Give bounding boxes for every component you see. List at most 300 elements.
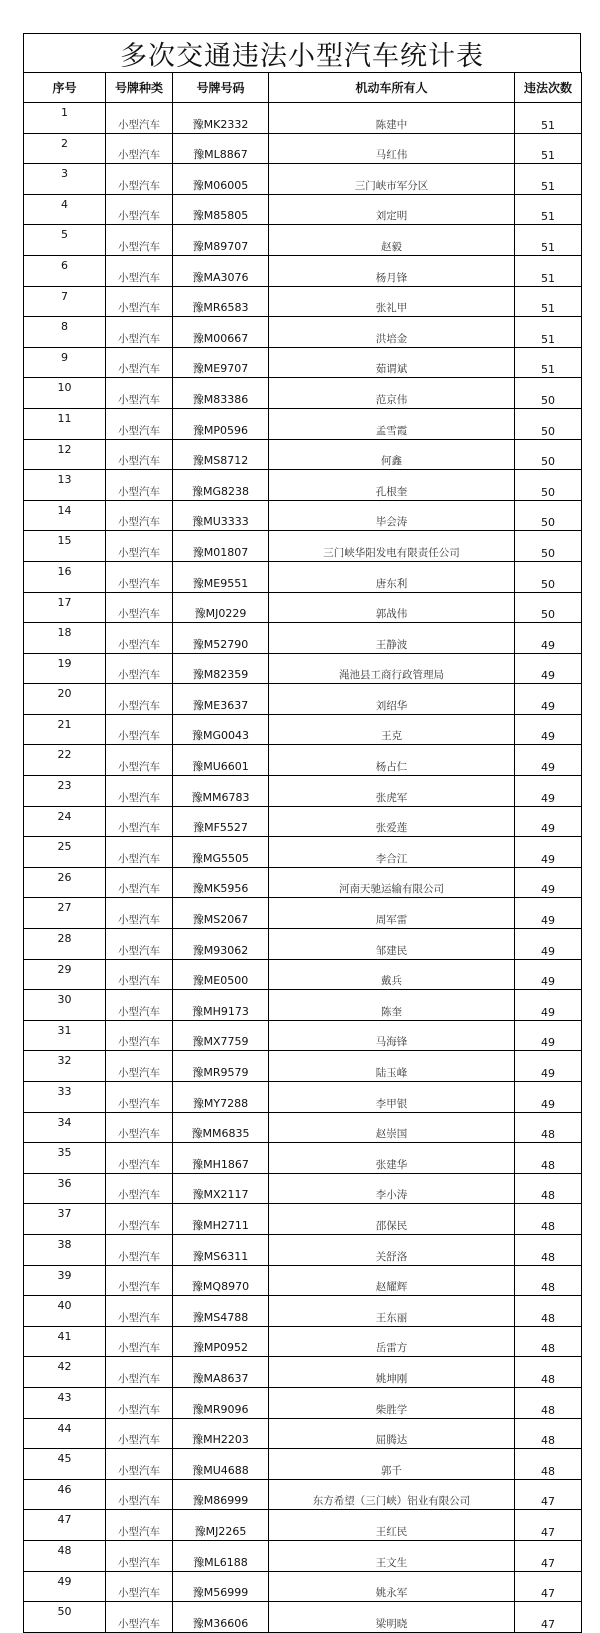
cell-violation-count: 48	[515, 1173, 582, 1204]
cell-owner: 杨月锋	[269, 255, 515, 286]
cell-violation-count: 51	[515, 164, 582, 195]
cell-owner: 梁明晓	[269, 1602, 515, 1633]
cell-violation-count: 51	[515, 194, 582, 225]
cell-seq: 9	[24, 347, 106, 378]
cell-plate-number: 豫M86999	[173, 1479, 269, 1510]
cell-violation-count: 48	[515, 1265, 582, 1296]
cell-owner: 三门峡华阳发电有限责任公司	[269, 531, 515, 562]
cell-plate-type: 小型汽车	[106, 317, 173, 348]
cell-seq: 41	[24, 1326, 106, 1357]
table-row	[24, 1357, 582, 1388]
cell-plate-number: 豫MK2332	[173, 103, 269, 134]
cell-owner: 东方希望（三门峡）铝业有限公司	[269, 1479, 515, 1510]
cell-plate-type: 小型汽车	[106, 1510, 173, 1541]
cell-violation-count: 49	[515, 806, 582, 837]
cell-violation-count: 47	[515, 1540, 582, 1571]
cell-owner: 刘绍华	[269, 684, 515, 715]
cell-plate-number: 豫MS8712	[173, 439, 269, 470]
cell-seq: 48	[24, 1540, 106, 1571]
cell-seq: 45	[24, 1449, 106, 1480]
cell-seq: 10	[24, 378, 106, 409]
cell-owner: 屈腾达	[269, 1418, 515, 1449]
cell-plate-number: 豫ML8867	[173, 133, 269, 164]
header-seq: 序号	[24, 73, 106, 103]
cell-violation-count: 51	[515, 317, 582, 348]
cell-plate-number: 豫M93062	[173, 929, 269, 960]
cell-seq: 6	[24, 255, 106, 286]
cell-violation-count: 49	[515, 1051, 582, 1082]
cell-seq: 33	[24, 1082, 106, 1113]
cell-plate-type: 小型汽车	[106, 837, 173, 868]
cell-plate-type: 小型汽车	[106, 1173, 173, 1204]
cell-seq: 8	[24, 317, 106, 348]
cell-violation-count: 49	[515, 745, 582, 776]
cell-seq: 11	[24, 408, 106, 439]
cell-plate-type: 小型汽车	[106, 1020, 173, 1051]
table-row	[24, 1449, 582, 1480]
cell-seq: 17	[24, 592, 106, 623]
table-row	[24, 439, 582, 470]
table-row	[24, 133, 582, 164]
cell-violation-count: 50	[515, 439, 582, 470]
cell-violation-count: 50	[515, 592, 582, 623]
cell-plate-type: 小型汽车	[106, 1540, 173, 1571]
table-row	[24, 1479, 582, 1510]
table-row	[24, 255, 582, 286]
cell-owner: 邵保民	[269, 1204, 515, 1235]
cell-seq: 39	[24, 1265, 106, 1296]
cell-owner: 姚坤刚	[269, 1357, 515, 1388]
cell-violation-count: 48	[515, 1234, 582, 1265]
cell-violation-count: 51	[515, 255, 582, 286]
table-row	[24, 1051, 582, 1082]
cell-seq: 44	[24, 1418, 106, 1449]
table-row	[24, 408, 582, 439]
cell-plate-number: 豫MX2117	[173, 1173, 269, 1204]
cell-plate-type: 小型汽车	[106, 1265, 173, 1296]
cell-plate-number: 豫ME9551	[173, 561, 269, 592]
cell-owner: 王红民	[269, 1510, 515, 1541]
cell-plate-number: 豫MP0596	[173, 408, 269, 439]
table-row	[24, 929, 582, 960]
cell-plate-number: 豫MS6311	[173, 1234, 269, 1265]
table-row	[24, 347, 582, 378]
cell-owner: 李合江	[269, 837, 515, 868]
table-row	[24, 837, 582, 868]
cell-seq: 40	[24, 1296, 106, 1327]
cell-plate-number: 豫MM6783	[173, 776, 269, 807]
cell-plate-type: 小型汽车	[106, 806, 173, 837]
cell-plate-type: 小型汽车	[106, 408, 173, 439]
cell-plate-type: 小型汽车	[106, 255, 173, 286]
cell-seq: 26	[24, 867, 106, 898]
cell-owner: 范京伟	[269, 378, 515, 409]
cell-seq: 29	[24, 959, 106, 990]
statistics-sheet	[23, 33, 581, 1633]
cell-violation-count: 49	[515, 1082, 582, 1113]
violation-table	[23, 72, 582, 1633]
cell-owner: 邹建民	[269, 929, 515, 960]
cell-owner: 陆玉峰	[269, 1051, 515, 1082]
cell-owner: 马海锋	[269, 1020, 515, 1051]
cell-seq: 21	[24, 714, 106, 745]
cell-plate-type: 小型汽车	[106, 1357, 173, 1388]
cell-owner: 三门峡市军分区	[269, 164, 515, 195]
cell-plate-number: 豫MR6583	[173, 286, 269, 317]
table-row	[24, 531, 582, 562]
cell-plate-number: 豫M82359	[173, 653, 269, 684]
cell-owner: 李甲银	[269, 1082, 515, 1113]
cell-plate-type: 小型汽车	[106, 561, 173, 592]
cell-plate-type: 小型汽车	[106, 1143, 173, 1174]
cell-seq: 38	[24, 1234, 106, 1265]
cell-plate-type: 小型汽车	[106, 1418, 173, 1449]
table-row	[24, 990, 582, 1021]
table-row	[24, 592, 582, 623]
cell-owner: 李小涛	[269, 1173, 515, 1204]
cell-plate-type: 小型汽车	[106, 1479, 173, 1510]
cell-plate-number: 豫MJ2265	[173, 1510, 269, 1541]
cell-plate-number: 豫ML6188	[173, 1540, 269, 1571]
cell-plate-number: 豫ME9707	[173, 347, 269, 378]
cell-violation-count: 49	[515, 653, 582, 684]
cell-plate-number: 豫ME0500	[173, 959, 269, 990]
cell-seq: 4	[24, 194, 106, 225]
cell-violation-count: 51	[515, 347, 582, 378]
table-row	[24, 1326, 582, 1357]
cell-violation-count: 50	[515, 561, 582, 592]
cell-seq: 12	[24, 439, 106, 470]
cell-plate-type: 小型汽车	[106, 1326, 173, 1357]
cell-plate-type: 小型汽车	[106, 1449, 173, 1480]
table-row	[24, 286, 582, 317]
cell-seq: 25	[24, 837, 106, 868]
table-body	[24, 103, 582, 1633]
cell-owner: 王文生	[269, 1540, 515, 1571]
table-row	[24, 1265, 582, 1296]
cell-plate-type: 小型汽车	[106, 714, 173, 745]
cell-plate-number: 豫M56999	[173, 1571, 269, 1602]
cell-plate-type: 小型汽车	[106, 898, 173, 929]
cell-owner: 孔根奎	[269, 470, 515, 501]
cell-plate-number: 豫MH1867	[173, 1143, 269, 1174]
cell-seq: 47	[24, 1510, 106, 1541]
table-row	[24, 1143, 582, 1174]
cell-plate-type: 小型汽车	[106, 347, 173, 378]
cell-plate-number: 豫MH2203	[173, 1418, 269, 1449]
table-row	[24, 684, 582, 715]
cell-owner: 张爱莲	[269, 806, 515, 837]
table-row	[24, 1082, 582, 1113]
cell-plate-type: 小型汽车	[106, 378, 173, 409]
cell-plate-number: 豫MS2067	[173, 898, 269, 929]
cell-violation-count: 50	[515, 408, 582, 439]
cell-owner: 洪培金	[269, 317, 515, 348]
table-row	[24, 103, 582, 134]
cell-owner: 张建华	[269, 1143, 515, 1174]
cell-plate-type: 小型汽车	[106, 1602, 173, 1633]
cell-seq: 20	[24, 684, 106, 715]
table-row	[24, 1540, 582, 1571]
table-row	[24, 1020, 582, 1051]
cell-plate-type: 小型汽车	[106, 1082, 173, 1113]
table-row	[24, 470, 582, 501]
cell-plate-type: 小型汽车	[106, 531, 173, 562]
cell-seq: 1	[24, 103, 106, 134]
cell-plate-number: 豫M89707	[173, 225, 269, 256]
cell-owner: 渑池县工商行政管理局	[269, 653, 515, 684]
header-plate-type: 号牌种类	[106, 73, 173, 103]
table-row	[24, 561, 582, 592]
cell-plate-number: 豫M85805	[173, 194, 269, 225]
cell-plate-number: 豫MG5505	[173, 837, 269, 868]
cell-owner: 王静波	[269, 623, 515, 654]
cell-violation-count: 48	[515, 1418, 582, 1449]
cell-plate-type: 小型汽车	[106, 929, 173, 960]
cell-owner: 郭千	[269, 1449, 515, 1480]
cell-plate-type: 小型汽车	[106, 439, 173, 470]
cell-owner: 王东丽	[269, 1296, 515, 1327]
cell-seq: 3	[24, 164, 106, 195]
cell-violation-count: 48	[515, 1449, 582, 1480]
cell-violation-count: 47	[515, 1571, 582, 1602]
cell-seq: 31	[24, 1020, 106, 1051]
cell-plate-number: 豫MU4688	[173, 1449, 269, 1480]
header-plate-number: 号牌号码	[173, 73, 269, 103]
cell-violation-count: 47	[515, 1510, 582, 1541]
cell-violation-count: 51	[515, 103, 582, 134]
cell-violation-count: 49	[515, 623, 582, 654]
table-row	[24, 1418, 582, 1449]
cell-owner: 唐东利	[269, 561, 515, 592]
cell-seq: 19	[24, 653, 106, 684]
cell-violation-count: 49	[515, 959, 582, 990]
cell-owner: 孟雪霞	[269, 408, 515, 439]
table-row	[24, 745, 582, 776]
cell-owner: 戴兵	[269, 959, 515, 990]
cell-plate-number: 豫MH9173	[173, 990, 269, 1021]
cell-plate-type: 小型汽车	[106, 470, 173, 501]
cell-plate-number: 豫M83386	[173, 378, 269, 409]
cell-seq: 42	[24, 1357, 106, 1388]
cell-plate-number: 豫MM6835	[173, 1112, 269, 1143]
cell-seq: 43	[24, 1387, 106, 1418]
cell-violation-count: 50	[515, 531, 582, 562]
cell-seq: 35	[24, 1143, 106, 1174]
table-row	[24, 806, 582, 837]
cell-plate-type: 小型汽车	[106, 684, 173, 715]
table-row	[24, 1510, 582, 1541]
cell-violation-count: 49	[515, 867, 582, 898]
cell-plate-number: 豫M00667	[173, 317, 269, 348]
cell-plate-type: 小型汽车	[106, 1051, 173, 1082]
cell-plate-type: 小型汽车	[106, 1571, 173, 1602]
cell-violation-count: 50	[515, 378, 582, 409]
cell-plate-number: 豫MY7288	[173, 1082, 269, 1113]
cell-violation-count: 50	[515, 470, 582, 501]
cell-plate-type: 小型汽车	[106, 1296, 173, 1327]
cell-violation-count: 48	[515, 1296, 582, 1327]
cell-violation-count: 48	[515, 1387, 582, 1418]
cell-plate-type: 小型汽车	[106, 592, 173, 623]
cell-seq: 46	[24, 1479, 106, 1510]
cell-plate-type: 小型汽车	[106, 623, 173, 654]
cell-owner: 张虎军	[269, 776, 515, 807]
cell-owner: 赵耀辉	[269, 1265, 515, 1296]
table-row	[24, 1387, 582, 1418]
cell-plate-number: 豫MR9096	[173, 1387, 269, 1418]
cell-plate-type: 小型汽车	[106, 1112, 173, 1143]
cell-plate-type: 小型汽车	[106, 745, 173, 776]
cell-owner: 岳雷方	[269, 1326, 515, 1357]
cell-seq: 27	[24, 898, 106, 929]
cell-violation-count: 48	[515, 1326, 582, 1357]
cell-plate-type: 小型汽车	[106, 1234, 173, 1265]
cell-plate-number: 豫MU3333	[173, 500, 269, 531]
cell-plate-type: 小型汽车	[106, 225, 173, 256]
cell-violation-count: 49	[515, 929, 582, 960]
cell-plate-type: 小型汽车	[106, 194, 173, 225]
cell-plate-number: 豫MG0043	[173, 714, 269, 745]
table-row	[24, 714, 582, 745]
table-row	[24, 1173, 582, 1204]
cell-seq: 49	[24, 1571, 106, 1602]
cell-seq: 16	[24, 561, 106, 592]
cell-violation-count: 48	[515, 1112, 582, 1143]
cell-plate-type: 小型汽车	[106, 990, 173, 1021]
cell-violation-count: 49	[515, 714, 582, 745]
cell-plate-type: 小型汽车	[106, 1387, 173, 1418]
header-owner: 机动车所有人	[269, 73, 515, 103]
cell-seq: 37	[24, 1204, 106, 1235]
cell-owner: 杨占仁	[269, 745, 515, 776]
cell-violation-count: 51	[515, 133, 582, 164]
cell-seq: 22	[24, 745, 106, 776]
cell-plate-number: 豫M36606	[173, 1602, 269, 1633]
table-row	[24, 500, 582, 531]
cell-owner: 郭战伟	[269, 592, 515, 623]
cell-plate-type: 小型汽车	[106, 500, 173, 531]
cell-owner: 张礼甲	[269, 286, 515, 317]
cell-owner: 赵崇国	[269, 1112, 515, 1143]
table-row	[24, 898, 582, 929]
table-row	[24, 653, 582, 684]
cell-seq: 24	[24, 806, 106, 837]
cell-owner: 陈建中	[269, 103, 515, 134]
table-row	[24, 959, 582, 990]
table-row	[24, 225, 582, 256]
cell-violation-count: 51	[515, 286, 582, 317]
cell-plate-number: 豫MS4788	[173, 1296, 269, 1327]
cell-plate-type: 小型汽车	[106, 286, 173, 317]
cell-plate-number: 豫M52790	[173, 623, 269, 654]
cell-owner: 茹谓斌	[269, 347, 515, 378]
table-row	[24, 164, 582, 195]
cell-seq: 30	[24, 990, 106, 1021]
cell-violation-count: 49	[515, 898, 582, 929]
cell-owner: 马红伟	[269, 133, 515, 164]
cell-seq: 2	[24, 133, 106, 164]
header-violation-count: 违法次数	[515, 73, 582, 103]
cell-owner: 毕会涛	[269, 500, 515, 531]
cell-seq: 18	[24, 623, 106, 654]
table-row	[24, 378, 582, 409]
cell-owner: 何鑫	[269, 439, 515, 470]
cell-violation-count: 49	[515, 837, 582, 868]
table-row	[24, 776, 582, 807]
table-row	[24, 194, 582, 225]
cell-owner: 陈奎	[269, 990, 515, 1021]
cell-plate-number: 豫MH2711	[173, 1204, 269, 1235]
cell-violation-count: 49	[515, 776, 582, 807]
table-row	[24, 1234, 582, 1265]
cell-violation-count: 49	[515, 990, 582, 1021]
table-row	[24, 1602, 582, 1633]
cell-owner: 赵毅	[269, 225, 515, 256]
cell-plate-number: 豫MJ0229	[173, 592, 269, 623]
cell-plate-type: 小型汽车	[106, 653, 173, 684]
cell-plate-number: 豫MP0952	[173, 1326, 269, 1357]
cell-violation-count: 47	[515, 1479, 582, 1510]
cell-owner: 关舒洛	[269, 1234, 515, 1265]
cell-plate-number: 豫MR9579	[173, 1051, 269, 1082]
cell-plate-number: 豫MA8637	[173, 1357, 269, 1388]
cell-seq: 13	[24, 470, 106, 501]
cell-seq: 36	[24, 1173, 106, 1204]
cell-seq: 34	[24, 1112, 106, 1143]
cell-plate-number: 豫MQ8970	[173, 1265, 269, 1296]
cell-seq: 15	[24, 531, 106, 562]
table-title: 多次交通违法小型汽车统计表	[23, 33, 581, 72]
cell-plate-type: 小型汽车	[106, 133, 173, 164]
cell-plate-number: 豫MF5527	[173, 806, 269, 837]
table-row	[24, 317, 582, 348]
cell-plate-number: 豫MA3076	[173, 255, 269, 286]
cell-plate-number: 豫M06005	[173, 164, 269, 195]
cell-seq: 32	[24, 1051, 106, 1082]
cell-plate-type: 小型汽车	[106, 103, 173, 134]
cell-violation-count: 50	[515, 500, 582, 531]
cell-violation-count: 48	[515, 1143, 582, 1174]
cell-seq: 5	[24, 225, 106, 256]
cell-violation-count: 48	[515, 1204, 582, 1235]
cell-violation-count: 51	[515, 225, 582, 256]
cell-violation-count: 48	[515, 1357, 582, 1388]
table-row	[24, 1204, 582, 1235]
cell-plate-type: 小型汽车	[106, 959, 173, 990]
cell-violation-count: 47	[515, 1602, 582, 1633]
cell-seq: 28	[24, 929, 106, 960]
cell-plate-type: 小型汽车	[106, 1204, 173, 1235]
cell-plate-type: 小型汽车	[106, 164, 173, 195]
cell-plate-number: 豫M01807	[173, 531, 269, 562]
cell-plate-type: 小型汽车	[106, 776, 173, 807]
cell-seq: 7	[24, 286, 106, 317]
cell-owner: 柴胜学	[269, 1387, 515, 1418]
cell-owner: 周军雷	[269, 898, 515, 929]
cell-plate-number: 豫MX7759	[173, 1020, 269, 1051]
cell-plate-number: 豫MK5956	[173, 867, 269, 898]
cell-violation-count: 49	[515, 684, 582, 715]
table-row	[24, 1296, 582, 1327]
cell-plate-type: 小型汽车	[106, 867, 173, 898]
cell-plate-number: 豫MU6601	[173, 745, 269, 776]
table-row	[24, 1571, 582, 1602]
cell-seq: 14	[24, 500, 106, 531]
cell-owner: 姚永军	[269, 1571, 515, 1602]
cell-owner: 刘定明	[269, 194, 515, 225]
cell-seq: 23	[24, 776, 106, 807]
